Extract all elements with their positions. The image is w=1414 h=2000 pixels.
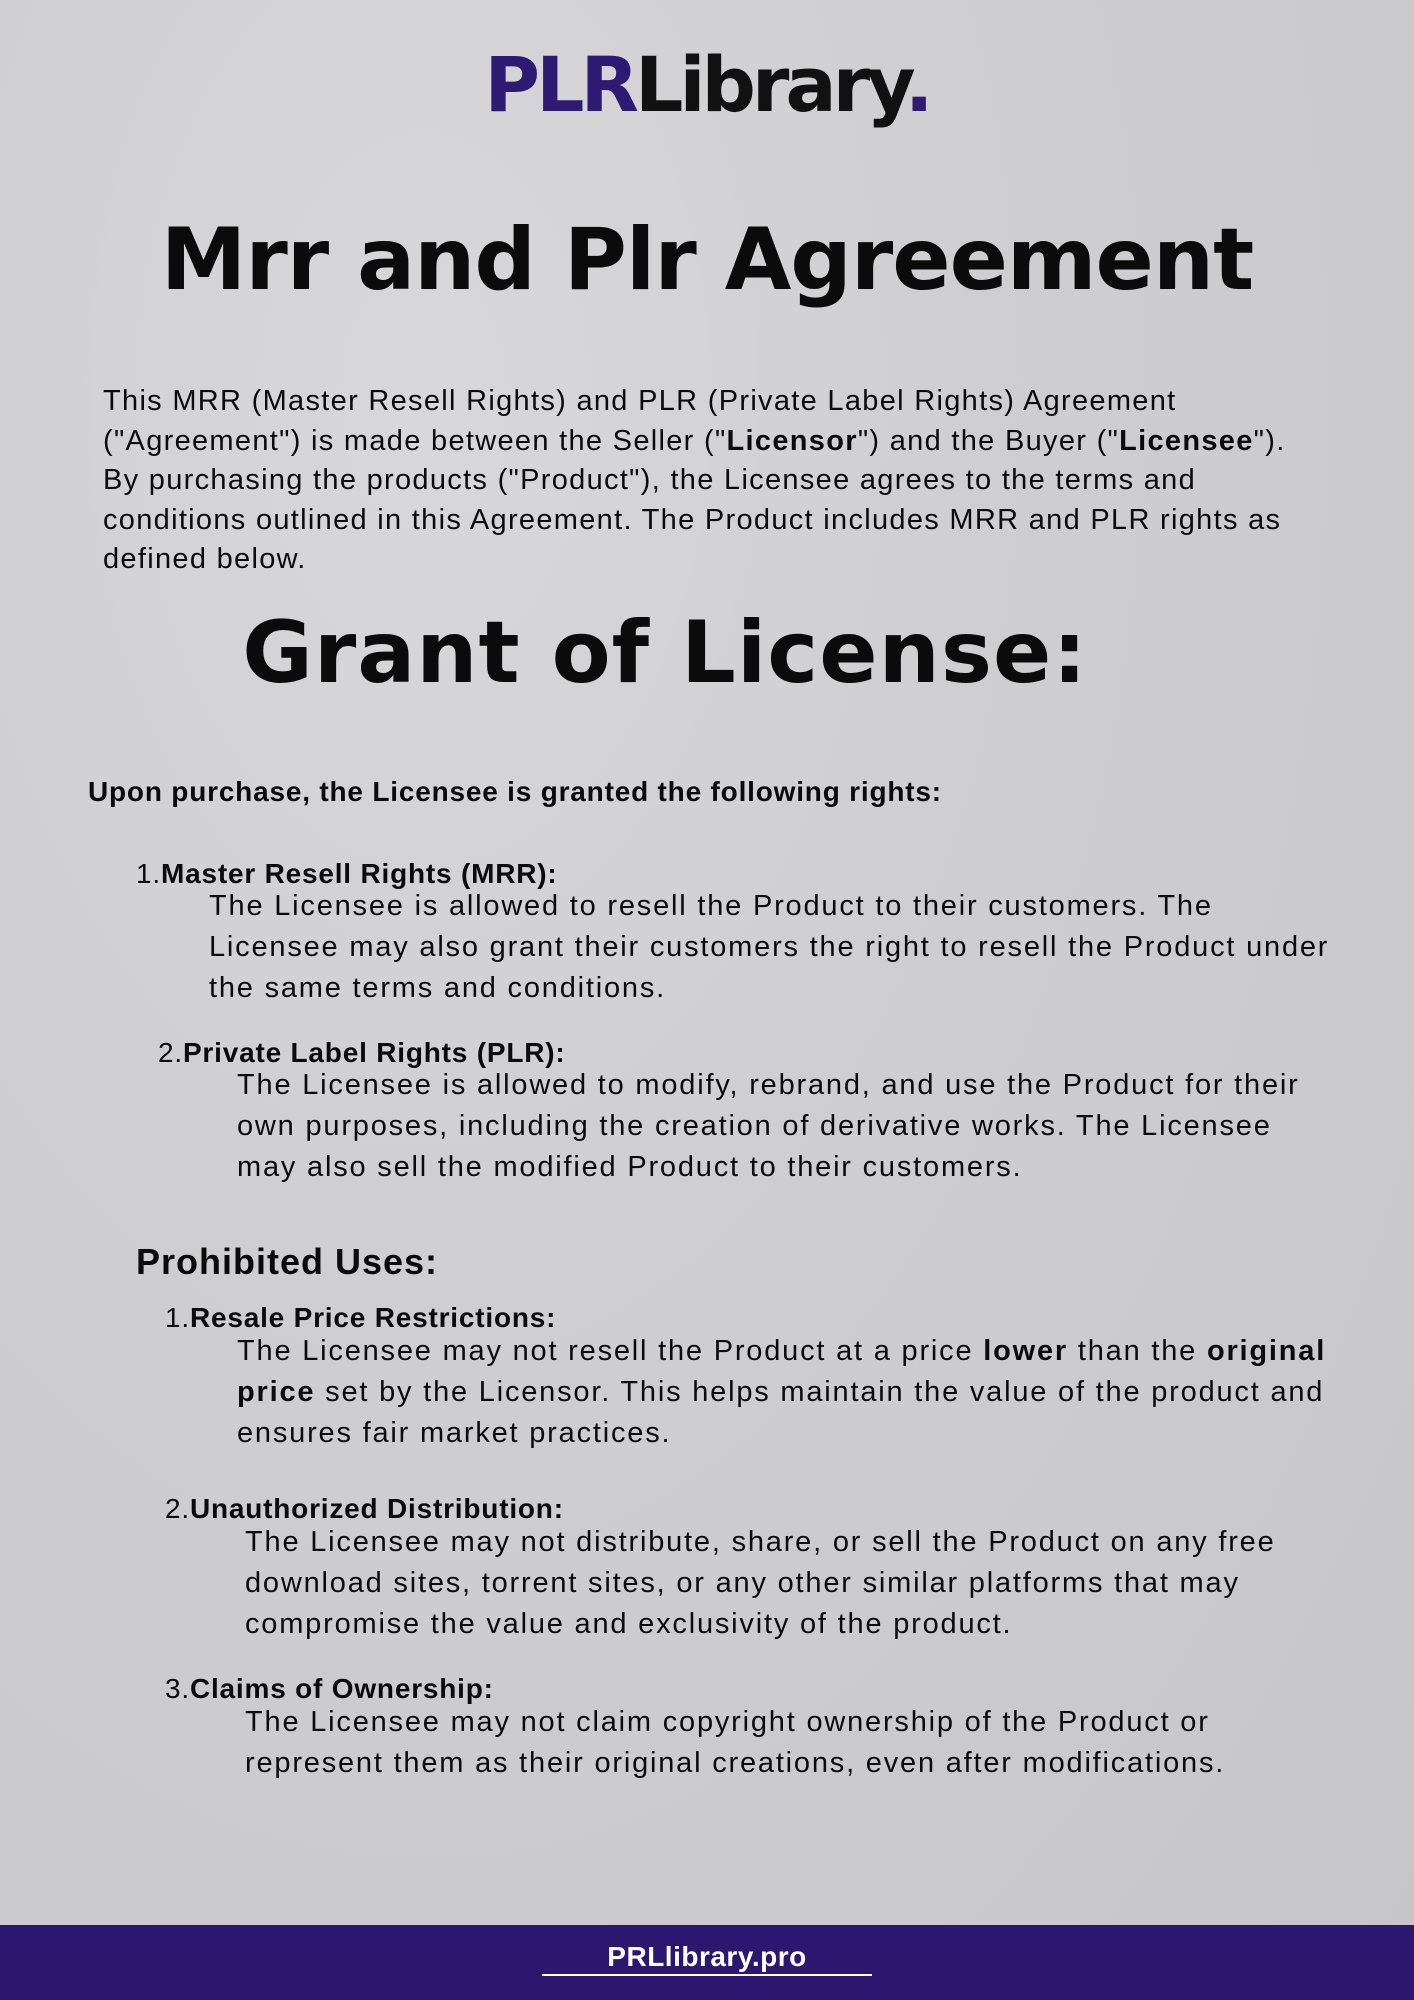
- prohibited-item-distribution-body: The Licensee may not distribute, share, or sell the Product on any free download sites, torrent sites, or any other similar platforms that may compromise the value and exclusivity of the product.: [245, 1526, 1276, 1640]
- footer-bar: [0, 1925, 1414, 2000]
- intro-text-3: "). By purchasing the products ("Product"), the Licensee agrees to the terms and conditions outlined in this Agreement. The Product includes MRR and PLR rights as defined below.: [103, 424, 1286, 575]
- logo-dot: .: [904, 40, 930, 129]
- prohibited-heading: Prohibited Uses:: [136, 1241, 439, 1282]
- intro-text-1: This MRR (Master Resell Rights) and PLR (Private Label Rights) Agreement ("Agreement") is made between the Seller (": [103, 385, 1177, 457]
- page-title: Mrr and Plr Agreement: [160, 210, 1254, 310]
- footer-link-underline: [542, 1974, 872, 1976]
- list-item-title: Unauthorized Distribution:: [189, 1493, 564, 1524]
- grant-lead: Upon purchase, the Licensee is granted the following rights:: [88, 776, 942, 807]
- list-number: 2.: [165, 1493, 190, 1524]
- resale-text-2: than the: [1068, 1335, 1207, 1367]
- resale-bold-original-price: original price: [237, 1335, 1327, 1408]
- prohibited-item-resale-body: [237, 1331, 1342, 1454]
- list-number: 2.: [158, 1037, 183, 1068]
- list-number: 3.: [165, 1673, 190, 1704]
- intro-licensor: Licensor: [726, 424, 858, 457]
- intro-paragraph: [103, 382, 1323, 580]
- list-item-title: Resale Price Restrictions:: [189, 1302, 557, 1333]
- resale-text-1: The Licensee may not resell the Product at a price: [237, 1335, 984, 1367]
- intro-licensee: Licensee: [1119, 424, 1254, 457]
- intro-text-2: ") and the Buyer (": [857, 424, 1120, 457]
- brand-logo: [0, 40, 1414, 130]
- footer-website-link[interactable]: PRLlibrary.pro: [607, 1941, 807, 1972]
- list-item-title: Private Label Rights (PLR):: [182, 1037, 566, 1068]
- grant-heading: Grant of License:: [242, 603, 1088, 703]
- grant-item-mrr-body: The Licensee is allowed to resell the Product to their customers. The Licensee may also grant their customers the right to resell the Product under the same terms and conditions.: [209, 890, 1330, 1004]
- list-number: 1.: [165, 1302, 190, 1333]
- resale-bold-lower: lower: [983, 1335, 1069, 1367]
- prohibited-item-ownership-body: The Licensee may not claim copyright ownership of the Product or represent them as their original creations, even after modifications.: [245, 1706, 1226, 1779]
- list-item-title: Master Resell Rights (MRR):: [160, 858, 558, 889]
- list-number: 1.: [136, 858, 161, 889]
- logo-library: Library: [635, 40, 905, 129]
- list-item-title: Claims of Ownership:: [189, 1673, 494, 1704]
- logo-plr: PLR: [484, 40, 636, 129]
- grant-item-plr-body: The Licensee is allowed to modify, rebrand, and use the Product for their own purposes, including the creation of derivative works. The Licensee may also sell the modified Product to their customers.: [237, 1069, 1300, 1183]
- resale-text-3: set by the Licensor. This helps maintain the value of the product and ensures fair market practices.: [237, 1376, 1325, 1449]
